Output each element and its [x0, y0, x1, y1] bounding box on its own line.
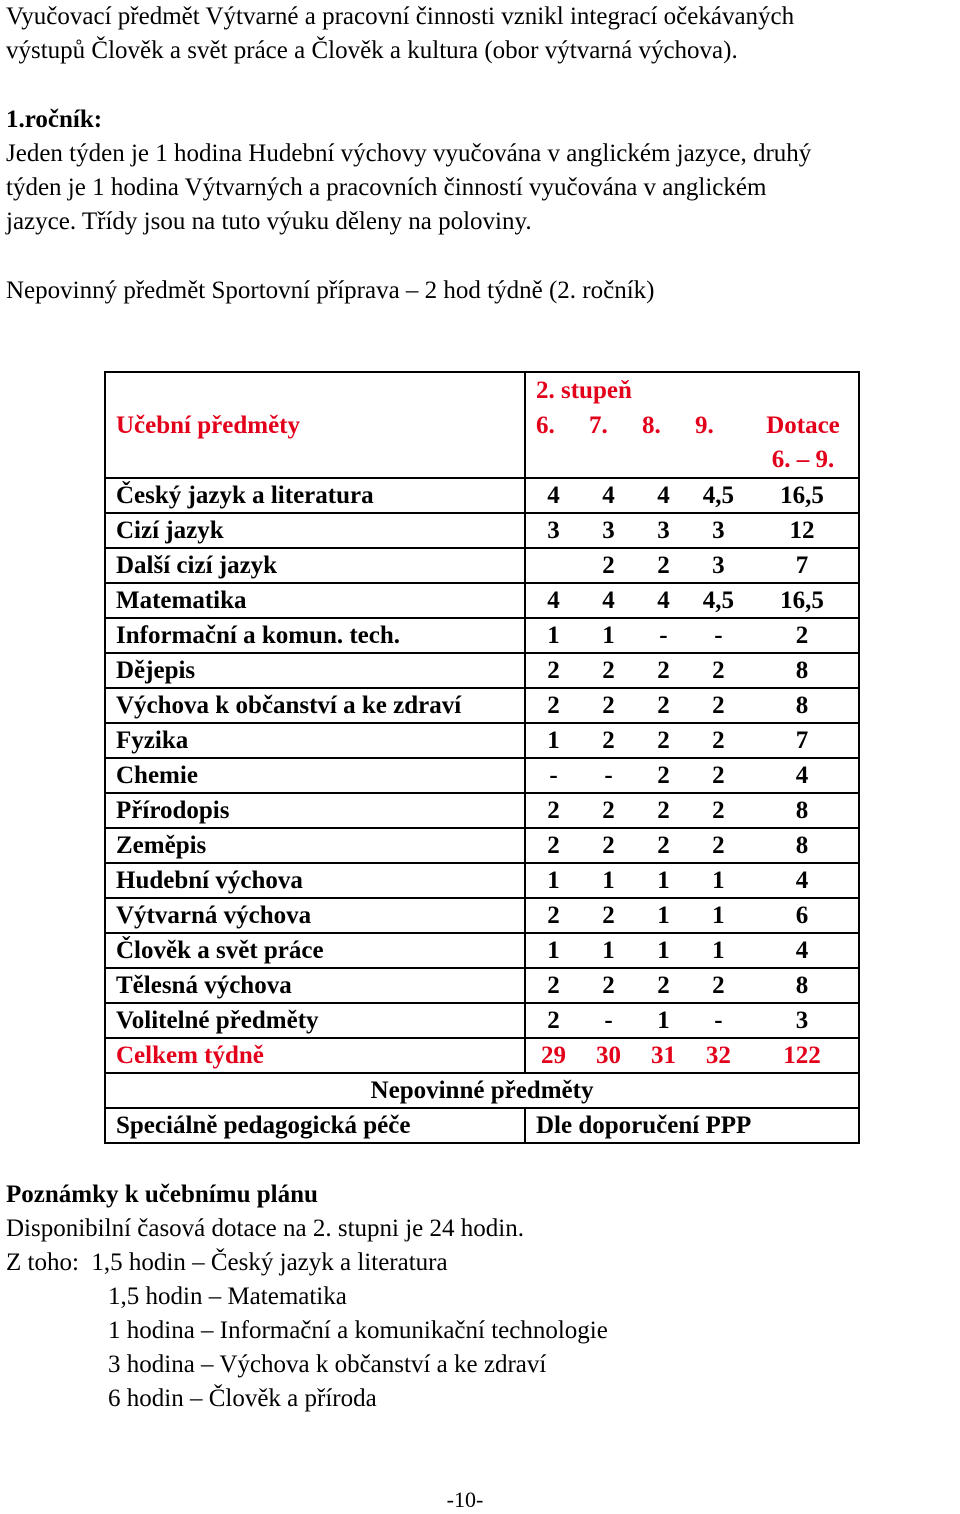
- hours-cell: 2: [691, 723, 746, 758]
- header-subjects: Učební předměty: [105, 372, 525, 478]
- hours-cell: 1: [636, 898, 691, 933]
- hours-cell: 2: [691, 968, 746, 1003]
- total-cell: 4: [746, 933, 859, 968]
- table-total-row: [105, 1038, 859, 1073]
- hours-cell: 2: [636, 968, 691, 1003]
- hours-cell: 2: [636, 548, 691, 583]
- total-cell: 8: [746, 968, 859, 1003]
- total-cell: 8: [746, 793, 859, 828]
- subject-name: Hudební výchova: [105, 863, 525, 898]
- subject-name: Výtvarná výchova: [105, 898, 525, 933]
- special-subject: Speciálně pedagogická péče: [105, 1108, 525, 1143]
- table-row: [105, 1003, 859, 1038]
- table-row: [105, 898, 859, 933]
- table-header-row: [105, 372, 859, 409]
- hours-cell: 4: [581, 583, 636, 618]
- notes-item: 6 hodin – Člověk a příroda: [108, 1385, 377, 1412]
- total-hours-cell: 29: [525, 1038, 581, 1073]
- table-row: [105, 548, 859, 583]
- optional-sport-note: Nepovinný předmět Sportovní příprava – 2 hod týdně (2. ročník): [6, 277, 655, 304]
- intro-line: Vyučovací předmět Výtvarné a pracovní činnosti vznikl integrací očekávaných: [6, 3, 795, 30]
- table-row: [105, 758, 859, 793]
- special-row: [105, 1108, 859, 1143]
- table-row: [105, 618, 859, 653]
- hours-cell: 2: [636, 758, 691, 793]
- hours-cell: 1: [636, 1003, 691, 1038]
- total-cell: 16,5: [746, 583, 859, 618]
- header-grade: 8.: [642, 412, 661, 439]
- subject-name: Fyzika: [105, 723, 525, 758]
- hours-cell: 4: [636, 478, 691, 513]
- notes-item: 1,5 hodin – Matematika: [108, 1283, 347, 1310]
- special-value: Dle doporučení PPP: [525, 1108, 859, 1143]
- hours-cell: 2: [525, 688, 581, 723]
- header-grade: 9.: [695, 412, 714, 439]
- subject-name: Chemie: [105, 758, 525, 793]
- total-cell: 4: [746, 863, 859, 898]
- subject-name: Člověk a svět práce: [105, 933, 525, 968]
- hours-cell: 1: [581, 618, 636, 653]
- hours-cell: 2: [691, 793, 746, 828]
- header-total-range: 6. – 9.: [771, 446, 835, 473]
- table-row: [105, 653, 859, 688]
- hours-cell: 2: [525, 968, 581, 1003]
- hours-cell: -: [691, 618, 746, 653]
- hours-cell: 2: [581, 688, 636, 723]
- hours-cell: 2: [691, 758, 746, 793]
- header-level: 2. stupeň: [536, 377, 632, 404]
- intro-line: jazyce. Třídy jsou na tuto výuku děleny na poloviny.: [6, 208, 532, 235]
- hours-cell: 2: [636, 828, 691, 863]
- total-cell: 7: [746, 548, 859, 583]
- table-row: [105, 478, 859, 513]
- subject-name: Volitelné předměty: [105, 1003, 525, 1038]
- total-cell: 7: [746, 723, 859, 758]
- notes-item: [6, 1246, 946, 1280]
- hours-cell: 2: [636, 653, 691, 688]
- hours-cell: 4,5: [691, 583, 746, 618]
- subject-name: Další cizí jazyk: [105, 548, 525, 583]
- hours-cell: -: [636, 618, 691, 653]
- total-cell: 3: [746, 1003, 859, 1038]
- hours-cell: 2: [581, 828, 636, 863]
- subject-name: Informační a komun. tech.: [105, 618, 525, 653]
- hours-cell: 4: [581, 478, 636, 513]
- hours-cell: 1: [691, 898, 746, 933]
- hours-cell: 1: [525, 933, 581, 968]
- hours-cell: 2: [581, 793, 636, 828]
- hours-cell: 1: [581, 933, 636, 968]
- subject-name: Přírodopis: [105, 793, 525, 828]
- notes-prefix: Z toho:: [6, 1249, 79, 1276]
- hours-cell: 2: [525, 793, 581, 828]
- subject-name: Matematika: [105, 583, 525, 618]
- hours-cell: 1: [691, 863, 746, 898]
- intro-line: týden je 1 hodina Výtvarných a pracovních činností vyučována v anglickém: [6, 174, 767, 201]
- subject-name: Cizí jazyk: [105, 513, 525, 548]
- hours-cell: 3: [581, 513, 636, 548]
- hours-cell: -: [691, 1003, 746, 1038]
- total-cell: 8: [746, 828, 859, 863]
- hours-cell: -: [581, 1003, 636, 1038]
- notes-line: Disponibilní časová dotace na 2. stupni je 24 hodin.: [6, 1215, 524, 1242]
- hours-cell: 2: [691, 828, 746, 863]
- notes-heading: Poznámky k učebnímu plánu: [6, 1181, 318, 1208]
- header-grade: 7.: [589, 412, 608, 439]
- hours-cell: 2: [691, 653, 746, 688]
- intro-line: Jeden týden je 1 hodina Hudební výchovy vyučována v anglickém jazyce, druhý: [6, 140, 812, 167]
- header-level-cell: [525, 372, 859, 409]
- hours-cell: [525, 548, 581, 583]
- hours-cell: -: [525, 758, 581, 793]
- table-row: [105, 583, 859, 618]
- hours-cell: -: [581, 758, 636, 793]
- total-hours-cell: 32: [691, 1038, 746, 1073]
- hours-cell: 4,5: [691, 478, 746, 513]
- subject-name: Tělesná výchova: [105, 968, 525, 1003]
- table-row: [105, 863, 859, 898]
- notes-item-text: 1,5 hodin – Český jazyk a literatura: [91, 1249, 448, 1276]
- intro-line: výstupů Člověk a svět práce a Člověk a kultura (obor výtvarná výchova).: [6, 37, 738, 64]
- grand-total-cell: 122: [746, 1038, 859, 1073]
- hours-cell: 2: [636, 688, 691, 723]
- hours-cell: 4: [525, 478, 581, 513]
- curriculum-table: [104, 371, 860, 1144]
- table-row: [105, 968, 859, 1003]
- total-label: Celkem týdně: [105, 1038, 525, 1073]
- subject-name: Český jazyk a literatura: [105, 478, 525, 513]
- total-cell: 8: [746, 653, 859, 688]
- optional-heading-row: [105, 1073, 859, 1108]
- table-row: [105, 723, 859, 758]
- table-row: [105, 828, 859, 863]
- hours-cell: 2: [525, 653, 581, 688]
- table-row: [105, 933, 859, 968]
- hours-cell: 1: [525, 863, 581, 898]
- hours-cell: 2: [525, 828, 581, 863]
- header-grade: 6.: [536, 412, 555, 439]
- header-grades-cell: [525, 409, 859, 478]
- hours-cell: 3: [691, 513, 746, 548]
- total-cell: 8: [746, 688, 859, 723]
- intro-text: [6, 0, 958, 308]
- hours-cell: 1: [581, 863, 636, 898]
- subject-name: Výchova k občanství a ke zdraví: [105, 688, 525, 723]
- total-cell: 4: [746, 758, 859, 793]
- hours-cell: 2: [525, 898, 581, 933]
- hours-cell: 2: [581, 653, 636, 688]
- curriculum-notes: [6, 1178, 946, 1416]
- hours-cell: 2: [525, 1003, 581, 1038]
- notes-item: 3 hodina – Výchova k občanství a ke zdraví: [108, 1351, 547, 1378]
- hours-cell: 3: [636, 513, 691, 548]
- hours-cell: 1: [691, 933, 746, 968]
- total-cell: 6: [746, 898, 859, 933]
- total-cell: 2: [746, 618, 859, 653]
- table-row: [105, 793, 859, 828]
- hours-cell: 3: [691, 548, 746, 583]
- hours-cell: 2: [636, 723, 691, 758]
- hours-cell: 2: [581, 548, 636, 583]
- hours-cell: 3: [525, 513, 581, 548]
- grade-heading: 1.ročník:: [6, 106, 103, 133]
- optional-heading: Nepovinné předměty: [105, 1073, 859, 1108]
- subject-name: Dějepis: [105, 653, 525, 688]
- subject-name: Zeměpis: [105, 828, 525, 863]
- page-number: -10-: [446, 1487, 484, 1512]
- total-cell: 16,5: [746, 478, 859, 513]
- hours-cell: 2: [636, 793, 691, 828]
- table-row: [105, 513, 859, 548]
- hours-cell: 2: [691, 688, 746, 723]
- header-total: Dotace: [766, 412, 840, 439]
- total-hours-cell: 31: [636, 1038, 691, 1073]
- hours-cell: 1: [525, 618, 581, 653]
- hours-cell: 1: [636, 933, 691, 968]
- total-cell: 12: [746, 513, 859, 548]
- table-row: [105, 688, 859, 723]
- hours-cell: 4: [525, 583, 581, 618]
- hours-cell: 1: [636, 863, 691, 898]
- hours-cell: 2: [581, 723, 636, 758]
- hours-cell: 4: [636, 583, 691, 618]
- total-hours-cell: 30: [581, 1038, 636, 1073]
- hours-cell: 2: [581, 898, 636, 933]
- hours-cell: 1: [525, 723, 581, 758]
- hours-cell: 2: [581, 968, 636, 1003]
- notes-item: 1 hodina – Informační a komunikační technologie: [108, 1317, 608, 1344]
